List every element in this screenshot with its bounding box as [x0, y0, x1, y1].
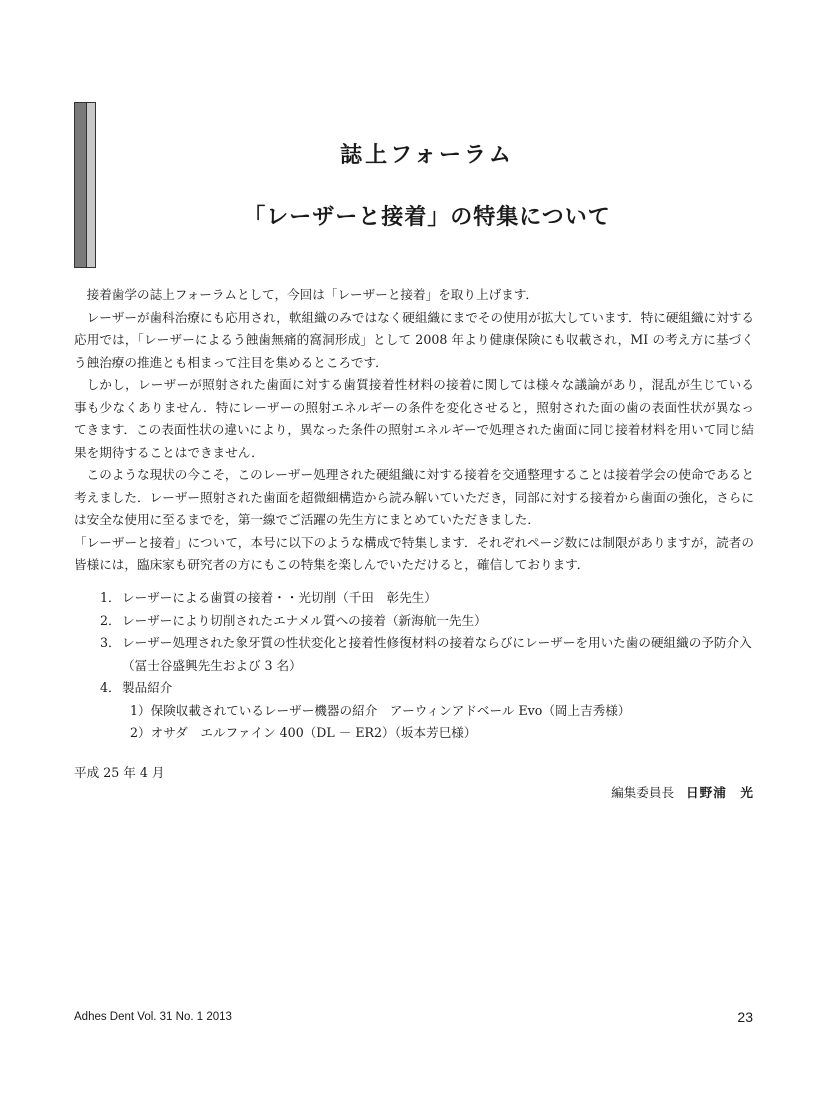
- page-subtitle: 「レーザーと接着」の特集について: [243, 204, 611, 230]
- paragraph: 「レーザーと接着」について，本号に以下のような構成で特集します．それぞれページ数には制限がありますが，読者の皆様には，臨床家も研究者の方にもこの特集を楽しんでいただけると，確信しております．: [74, 534, 754, 572]
- date-line: 平成 25 年 4 月: [74, 765, 165, 780]
- body-text: [74, 284, 754, 577]
- list-item-text: 製品紹介: [122, 680, 173, 695]
- signature-name: 日野浦 光: [686, 785, 754, 800]
- list-item-number: 4．: [100, 680, 121, 695]
- paragraph: このような現状の今こそ，このレーザー処理された硬組織に対する接着を交通整理することは接着学会の使命であると考えました．レーザー照射された歯面を超微細構造から読み解いていただき，同部に対する接着から歯面の強化，さらには安全な使用に至るまでを，第一線でご活躍の先生方にまとめていただきました．: [74, 467, 754, 527]
- paragraph: 接着歯学の誌上フォーラムとして，今回は「レーザーと接着」を取り上げます．: [86, 287, 538, 302]
- contents-list: [100, 587, 754, 745]
- title-block: [100, 138, 754, 234]
- page-number: 23: [737, 1009, 753, 1025]
- list-subitem: 2）オサダ エルファイン 400（DL － ER2）（坂本芳巳様）: [130, 725, 477, 740]
- footer-journal: Adhes Dent Vol. 31 No. 1 2013: [74, 1011, 232, 1023]
- signature: [611, 783, 754, 803]
- list-item: [100, 587, 754, 610]
- side-bar-light-stripe: [87, 103, 95, 267]
- list-subitem: 1）保険収載されているレーザー機器の紹介 アーウィンアドベール Evo（岡上吉秀様）: [130, 702, 631, 718]
- list-item-number: 3．: [100, 635, 121, 650]
- list-item: [100, 610, 754, 633]
- page-title: 誌上フォーラム: [340, 142, 514, 168]
- list-item-text: レーザーによる歯質の接着・・光切削（千田 彰先生）: [122, 590, 437, 605]
- signature-role: 編集委員長: [611, 785, 675, 800]
- list-item-text: レーザーにより切削されたエナメル質への接着（新海航一先生）: [122, 612, 487, 628]
- list-item-text: レーザー処理された象牙質の性状変化と接着性修復材料の接着ならびにレーザーを用いた歯の硬組織の予防介入（冨士谷盛興先生および 3 名）: [122, 635, 752, 673]
- paragraph: レーザーが歯科治療にも応用され，軟組織のみではなく硬組織にまでその使用が拡大しています．特に硬組織に対する応用では，「レーザーによるう蝕歯無痛的窩洞形成」として 2008 年より健康保険にも収載され，MI の考え方に基づくう蝕治療の推進とも相まって注目を集めるところです．: [74, 309, 754, 370]
- side-bar-dark-stripe: [75, 103, 87, 267]
- paragraph: しかし，レーザーが照射された歯面に対する歯質接着性材料の接着に関しては様々な議論があり，混乱が生じている事も少なくありません．特にレーザーの照射エネルギーの条件を変化させると，照射された面の歯の表面性状が異なってきます．この表面性状の違いにより，異なった条件の照射エネルギーで処理された歯面に同じ接着材料を用いて同じ結果を期待することはできません．: [74, 377, 754, 460]
- decorative-side-bar: [74, 102, 96, 268]
- list-item: [100, 677, 754, 700]
- list-item: [100, 632, 754, 677]
- list-item-number: 1．: [100, 590, 121, 605]
- list-item-number: 2．: [100, 612, 121, 628]
